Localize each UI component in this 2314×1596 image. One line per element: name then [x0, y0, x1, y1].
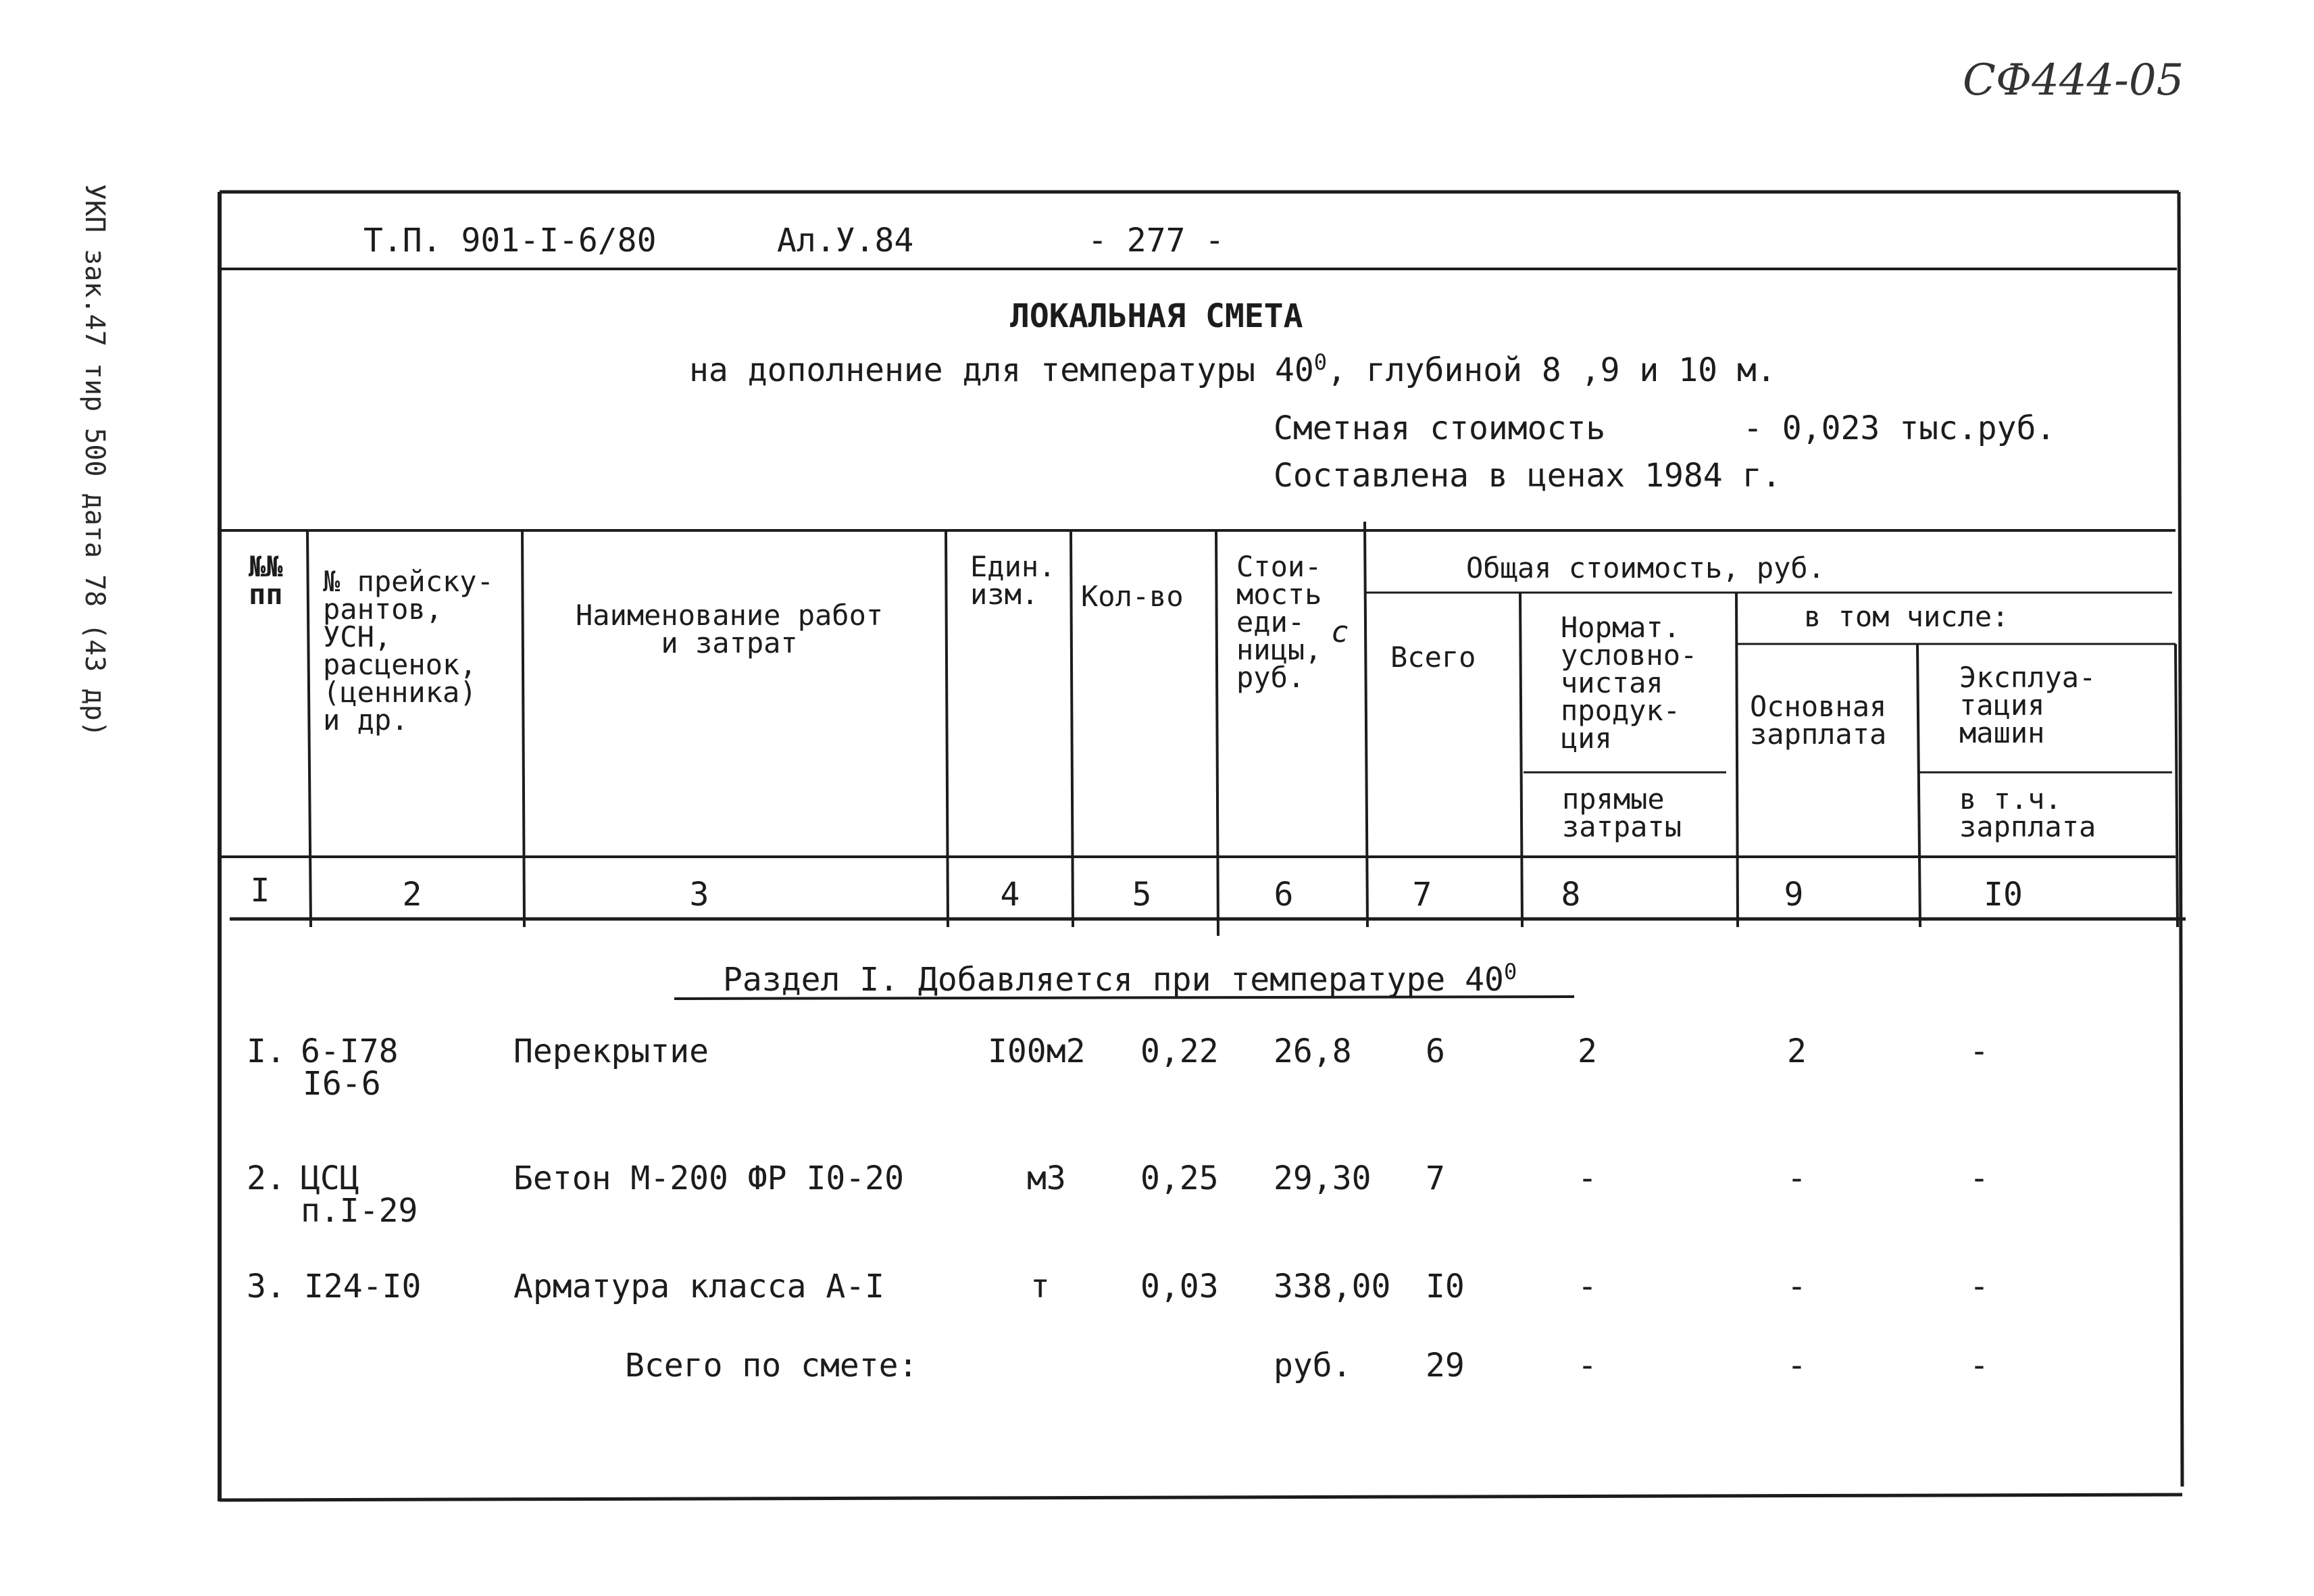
- column-number: I0: [1984, 876, 2023, 914]
- unit: м3: [1027, 1159, 1066, 1197]
- header-work-name: Наименование работ и затрат: [576, 599, 884, 659]
- column-number: 3: [689, 876, 709, 914]
- normative-product: -: [1578, 1159, 1597, 1197]
- price-code-secondary: I6-6: [303, 1065, 381, 1103]
- subtitle-prefix: на дополнение для температуры 40: [689, 351, 1314, 389]
- machine-operation: -: [1969, 1032, 1989, 1070]
- estimate-total-salary: -: [1787, 1347, 1807, 1385]
- estimate-total-label: Всего по смете:: [625, 1347, 918, 1385]
- work-name: Бетон М-200 ФР I0-20: [513, 1159, 904, 1197]
- base-salary: 2: [1787, 1032, 1807, 1070]
- estimate-total-normative: -: [1578, 1347, 1597, 1385]
- header-total: Всего: [1390, 641, 1476, 674]
- degree-mark: 0: [1503, 959, 1517, 984]
- unit-cost: 29,30: [1274, 1159, 1372, 1197]
- album-number: Ал.У.84: [777, 222, 914, 259]
- price-code-secondary: п.I-29: [301, 1192, 418, 1230]
- estimate-total-value: 29: [1426, 1347, 1465, 1385]
- unit-cost: 26,8: [1274, 1032, 1352, 1070]
- quantity: 0,03: [1140, 1268, 1219, 1305]
- degree-mark: 0: [1313, 349, 1328, 375]
- base-salary: -: [1787, 1268, 1807, 1305]
- header-machine-salary: в т.ч. зарплата: [1959, 782, 2096, 843]
- row-number: I.: [247, 1032, 286, 1070]
- unit-cost: 338,00: [1274, 1268, 1391, 1305]
- price-basis: Составлена в ценах 1984 г.: [1274, 457, 1782, 495]
- machine-operation: -: [1969, 1268, 1989, 1305]
- row-number: 3.: [247, 1268, 286, 1305]
- header-quantity: Кол-во: [1081, 580, 1184, 613]
- subtitle-suffix: , глубиной 8 ,9 и 10 м.: [1327, 351, 1776, 389]
- page-number: - 277 -: [1088, 222, 1225, 259]
- header-including: в том числе:: [1804, 600, 2009, 633]
- header-base-salary: Основная зарплата: [1750, 690, 1887, 751]
- work-name: Арматура класса А-I: [513, 1268, 885, 1305]
- column-number: I: [250, 872, 270, 909]
- row-number: 2.: [247, 1159, 286, 1197]
- frame-right: [2179, 192, 2182, 1487]
- column-number: 8: [1561, 876, 1581, 914]
- section-heading-text: Раздел I. Добавляется при температуре 40: [723, 961, 1504, 999]
- price-code: I24-I0: [304, 1268, 422, 1305]
- price-code: 6-I78: [301, 1032, 399, 1070]
- column-number: 2: [402, 876, 422, 914]
- header-unit-cost: Стои- мость еди- ницы, руб.: [1236, 550, 1322, 694]
- header-machine-operation: Эксплуа- тация машин: [1959, 661, 2096, 749]
- header-total-group: Общая стоимость, руб.: [1466, 551, 1826, 584]
- base-salary: -: [1787, 1159, 1807, 1197]
- frame-bottom: [220, 1495, 2182, 1500]
- estimate-total-unit: руб.: [1274, 1347, 1352, 1385]
- machine-operation: -: [1969, 1159, 1989, 1197]
- column-number: 9: [1784, 876, 1804, 914]
- estimated-cost-label: Сметная стоимость: [1274, 409, 1606, 447]
- column-number: 7: [1412, 876, 1432, 914]
- header-unit-cost-mark: с: [1331, 615, 1349, 649]
- document-title: ЛОКАЛЬНАЯ СМЕТА: [1010, 297, 1303, 335]
- total-cost: 7: [1426, 1159, 1445, 1197]
- normative-product: -: [1578, 1268, 1597, 1305]
- header-row-number: №№ пп: [249, 550, 283, 611]
- total-cost: 6: [1426, 1032, 1445, 1070]
- header-unit: Един. изм.: [970, 550, 1056, 611]
- column-number: 5: [1132, 876, 1152, 914]
- work-name: Перекрытие: [513, 1032, 709, 1070]
- header-normative-product: Нормат. условно- чистая продук- ция: [1561, 611, 1698, 755]
- price-code: ЦСЦ: [301, 1159, 359, 1197]
- unit: I00м2: [988, 1032, 1086, 1070]
- document-subtitle: [689, 345, 1776, 388]
- estimated-cost-value: - 0,023 тыс.руб.: [1743, 409, 2056, 447]
- total-cost: I0: [1426, 1268, 1465, 1305]
- document-code: СФ444-05: [1963, 55, 2184, 105]
- column-number: 4: [1000, 876, 1020, 914]
- estimate-total-machines: -: [1969, 1347, 1989, 1385]
- quantity: 0,25: [1140, 1159, 1219, 1197]
- unit: т: [1030, 1268, 1050, 1305]
- section-heading: [723, 954, 1517, 997]
- column-number: 6: [1274, 876, 1294, 914]
- quantity: 0,22: [1140, 1032, 1219, 1070]
- header-price-reference: № прейску- рантов, УСН, расценок, (ценника) и др.: [323, 565, 494, 737]
- header-direct-costs: прямые затраты: [1562, 782, 1682, 843]
- normative-product: 2: [1578, 1032, 1597, 1070]
- project-number: Т.П. 901-I-6/80: [363, 222, 657, 259]
- print-stamp: УКП зак.47 тир 500 дата 78 (43 др): [79, 184, 110, 737]
